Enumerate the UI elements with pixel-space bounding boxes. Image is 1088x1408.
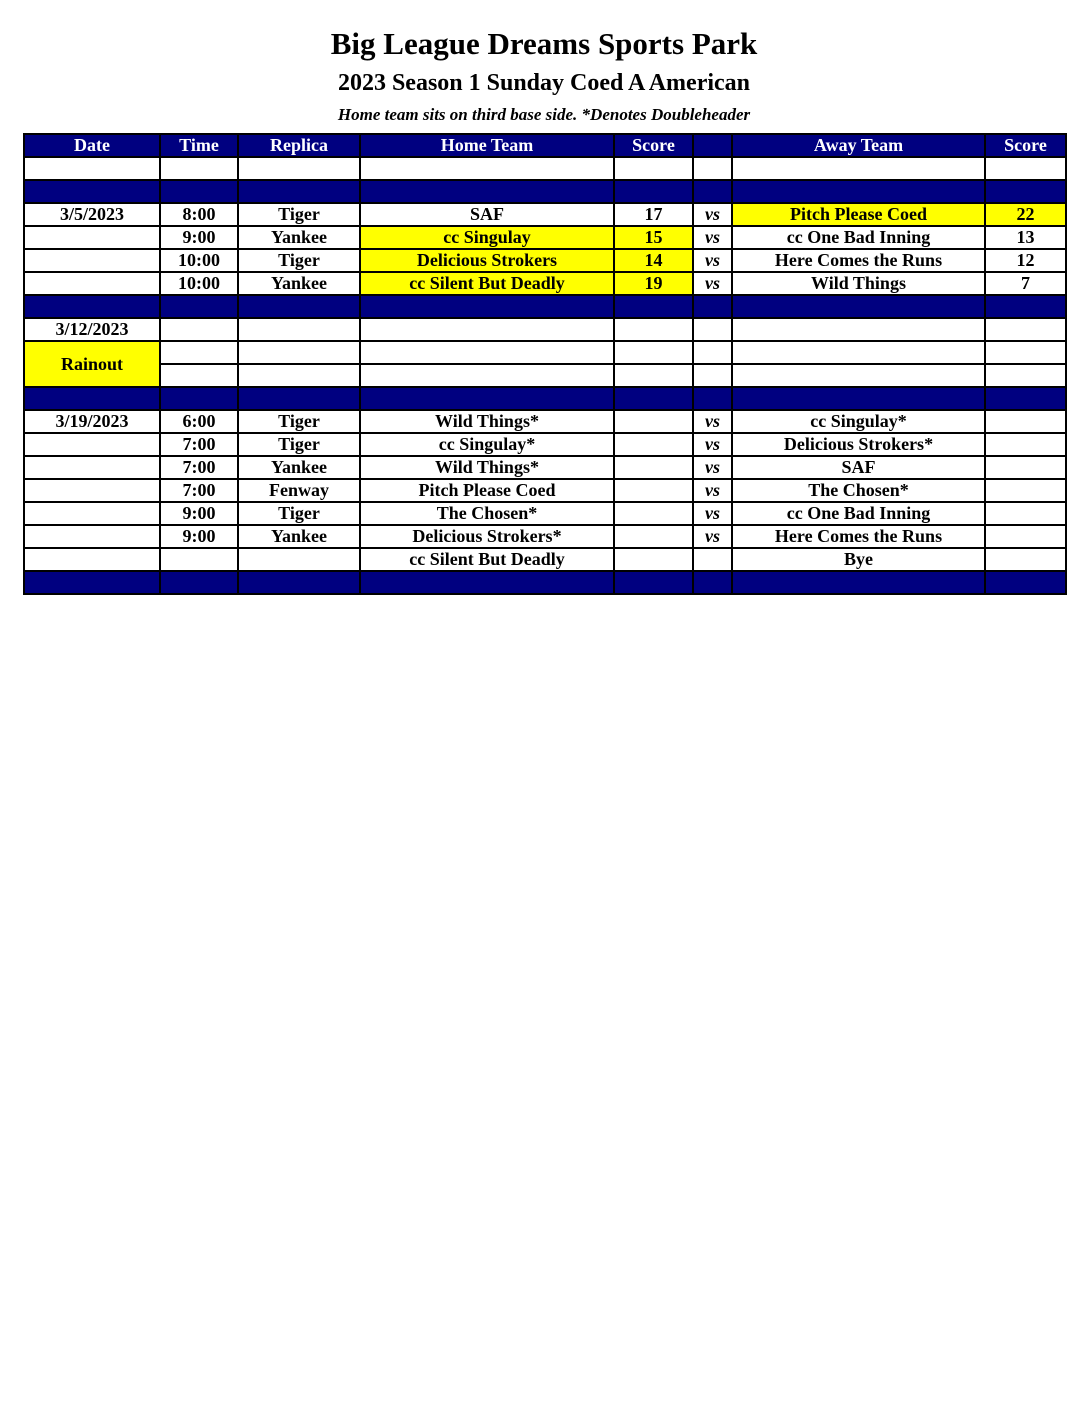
table-row	[24, 410, 1066, 433]
away-team: Wild Things	[732, 272, 985, 295]
game-replica: Tiger	[238, 249, 360, 272]
week-separator	[24, 387, 1066, 410]
game-time: 10:00	[160, 272, 238, 295]
table-row	[24, 548, 1066, 571]
away-score: 22	[985, 203, 1066, 226]
vs-label: vs	[693, 479, 732, 502]
game-time: 7:00	[160, 433, 238, 456]
table-row	[24, 479, 1066, 502]
home-score: 14	[614, 249, 693, 272]
col-header-home-score: Score	[614, 134, 693, 157]
game-replica: Yankee	[238, 272, 360, 295]
table-row	[24, 525, 1066, 548]
col-header-away-score: Score	[985, 134, 1066, 157]
vs-label: vs	[693, 525, 732, 548]
table-row	[24, 203, 1066, 226]
home-team: Pitch Please Coed	[360, 479, 614, 502]
col-header-date: Date	[24, 134, 160, 157]
rainout-badge: Rainout	[24, 341, 160, 387]
home-team: cc Silent But Deadly	[360, 272, 614, 295]
home-team: SAF	[360, 203, 614, 226]
game-time: 6:00	[160, 410, 238, 433]
away-team: The Chosen*	[732, 479, 985, 502]
away-team: Pitch Please Coed	[732, 203, 985, 226]
vs-label: vs	[693, 249, 732, 272]
game-time: 10:00	[160, 249, 238, 272]
game-replica: Tiger	[238, 433, 360, 456]
game-replica: Tiger	[238, 410, 360, 433]
game-replica: Tiger	[238, 502, 360, 525]
table-row	[24, 272, 1066, 295]
vs-label: vs	[693, 502, 732, 525]
vs-label: vs	[693, 226, 732, 249]
away-score: 13	[985, 226, 1066, 249]
doubleheader-note: Home team sits on third base side. *Denotes Doubleheader	[337, 105, 751, 124]
game-time: 8:00	[160, 203, 238, 226]
home-team: The Chosen*	[360, 502, 614, 525]
week-separator	[24, 571, 1066, 594]
away-team: cc One Bad Inning	[732, 226, 985, 249]
game-replica: Fenway	[238, 479, 360, 502]
home-score: 17	[614, 203, 693, 226]
col-header-time: Time	[160, 134, 238, 157]
game-time: 9:00	[160, 525, 238, 548]
home-team: cc Silent But Deadly	[360, 548, 614, 571]
table-row	[24, 364, 1066, 387]
week-separator	[24, 180, 1066, 203]
game-replica: Tiger	[238, 203, 360, 226]
home-team: Delicious Strokers	[360, 249, 614, 272]
home-team: Wild Things*	[360, 410, 614, 433]
vs-label: vs	[693, 272, 732, 295]
bye-label: Bye	[732, 548, 985, 571]
col-header-replica: Replica	[238, 134, 360, 157]
schedule-table	[23, 133, 1067, 595]
home-team: cc Singulay*	[360, 433, 614, 456]
col-header-away-team: Away Team	[732, 134, 985, 157]
table-row	[24, 433, 1066, 456]
vs-label: vs	[693, 456, 732, 479]
col-header-home-team: Home Team	[360, 134, 614, 157]
vs-label: vs	[693, 410, 732, 433]
game-date: 3/5/2023	[24, 203, 160, 226]
vs-label: vs	[693, 433, 732, 456]
header-row	[24, 134, 1066, 157]
home-team: Delicious Strokers*	[360, 525, 614, 548]
page-title: Big League Dreams Sports Park	[330, 26, 758, 61]
table-row	[24, 226, 1066, 249]
col-header-vs	[693, 134, 732, 157]
home-team: cc Singulay	[360, 226, 614, 249]
vs-label: vs	[693, 203, 732, 226]
table-row	[24, 249, 1066, 272]
game-date: 3/12/2023	[24, 318, 160, 341]
home-score: 19	[614, 272, 693, 295]
table-row	[24, 341, 1066, 364]
home-team: Wild Things*	[360, 456, 614, 479]
week-separator	[24, 295, 1066, 318]
away-team: Here Comes the Runs	[732, 525, 985, 548]
page-subtitle: 2023 Season 1 Sunday Coed A American	[337, 70, 751, 96]
game-time: 7:00	[160, 479, 238, 502]
table-row	[24, 318, 1066, 341]
away-team: Here Comes the Runs	[732, 249, 985, 272]
game-replica: Yankee	[238, 226, 360, 249]
away-team: Delicious Strokers*	[732, 433, 985, 456]
home-score: 15	[614, 226, 693, 249]
game-time: 9:00	[160, 226, 238, 249]
game-replica: Yankee	[238, 525, 360, 548]
game-replica: Yankee	[238, 456, 360, 479]
away-team: SAF	[732, 456, 985, 479]
table-row	[24, 502, 1066, 525]
table-row	[24, 456, 1066, 479]
game-time: 9:00	[160, 502, 238, 525]
away-score: 12	[985, 249, 1066, 272]
away-team: cc Singulay*	[732, 410, 985, 433]
blank-row	[24, 157, 1066, 180]
away-team: cc One Bad Inning	[732, 502, 985, 525]
game-time: 7:00	[160, 456, 238, 479]
away-score: 7	[985, 272, 1066, 295]
game-date: 3/19/2023	[24, 410, 160, 433]
